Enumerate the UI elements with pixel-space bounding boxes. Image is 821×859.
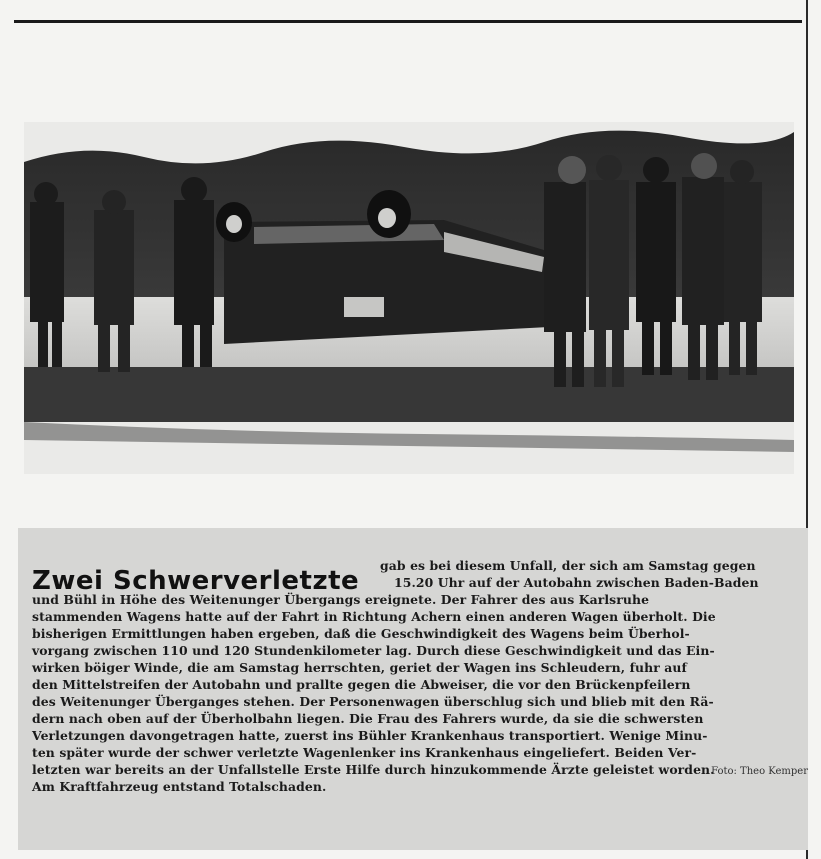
article-line: wirken böiger Winde, die am Samstag herrschten, geriet der Wagen ins Schleudern, fuhr auf (32, 660, 687, 675)
article-line: 15.20 Uhr auf der Autobahn zwischen Baden-Baden (394, 575, 759, 590)
article-line: letzten war bereits an der Unfallstelle Erste Hilfe durch hinzukommende Ärzte geleistet worden. (32, 762, 715, 777)
headline: Zwei Schwerverletzte (32, 566, 360, 596)
article-line: dern nach oben auf der Überholbahn liegen. Die Frau des Fahrers wurde, da sie die schwersten (32, 711, 704, 726)
article-line: gab es bei diesem Unfall, der sich am Samstag gegen (380, 558, 756, 573)
article-line: Am Kraftfahrzeug entstand Totalschaden. (32, 779, 327, 794)
article-line: den Mittelstreifen der Autobahn und prallte gegen die Abweiser, die vor den Brückenpfeilern (32, 677, 691, 692)
article-line: vorgang zwischen 110 und 120 Stundenkilometer lag. Durch diese Geschwindigkeit und das Ein- (32, 643, 715, 658)
accident-photo (24, 122, 794, 474)
photo-credit: Foto: Theo Kemper (711, 766, 808, 777)
article-line: ten später wurde der schwer verletzte Wagenlenker ins Krankenhaus eingeliefert. Beiden Ver- (32, 745, 697, 760)
article-line: stammenden Wagens hatte auf der Fahrt in Richtung Achern einen anderen Wagen überholt. Die (32, 609, 716, 624)
article-line: des Weitenunger Überganges stehen. Der Personenwagen überschlug sich und blieb mit den Rä- (32, 694, 714, 709)
top-rule (14, 20, 802, 23)
article-line: Verletzungen davongetragen hatte, zuerst ins Bühler Krankenhaus transportiert. Wenige Minu- (32, 728, 708, 743)
article-line: und Bühl in Höhe des Weitenunger Übergangs ereignete. Der Fahrer des aus Karlsruhe (32, 592, 650, 607)
caption-box (18, 528, 808, 850)
article-line: bisherigen Ermittlungen haben ergeben, daß die Geschwindigkeit des Wagens beim Überhol- (32, 626, 690, 641)
